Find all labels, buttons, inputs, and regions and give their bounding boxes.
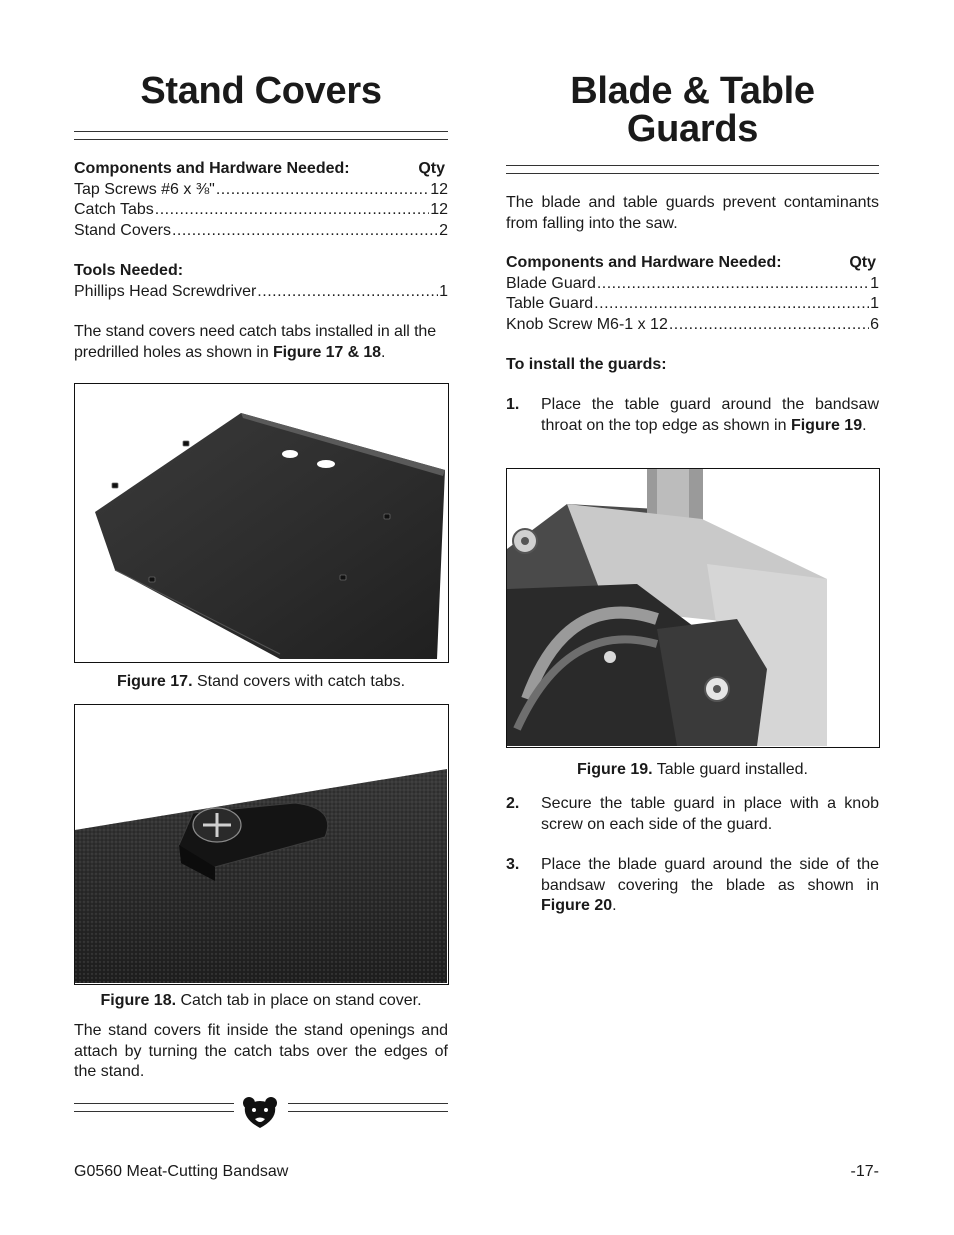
figure-17-image bbox=[74, 383, 449, 663]
list-item: Tap Screws #6 x ⅜" ..... 12 bbox=[74, 180, 448, 201]
footer-model-name: G0560 Meat-Cutting Bandsaw bbox=[74, 1163, 289, 1180]
intro-paragraph: The blade and table guards prevent contaminants from falling into the saw. bbox=[506, 194, 879, 232]
figure-19-image bbox=[506, 468, 880, 748]
title-divider bbox=[506, 165, 879, 174]
figure-19-caption: Figure 19. Table guard installed. bbox=[577, 761, 808, 778]
section-title-stand-covers: Stand Covers bbox=[140, 70, 382, 112]
list-item: Knob Screw M6-1 x 12 ..... 6 bbox=[506, 315, 879, 336]
logo-divider bbox=[74, 1103, 448, 1123]
step-3: 3. Place the blade guard around the side of the bandsaw covering the blade as shown in Figure 20. bbox=[506, 856, 879, 914]
title-divider bbox=[74, 131, 448, 140]
tools-header: Tools Needed: bbox=[74, 262, 184, 279]
figure-17-caption: Figure 17. Stand covers with catch tabs. bbox=[116, 673, 406, 690]
tools-list bbox=[74, 261, 448, 302]
list-item: Stand Covers ..... 2 bbox=[74, 221, 448, 242]
components-list bbox=[74, 159, 448, 241]
stand-cover-photo bbox=[75, 384, 447, 661]
left-column bbox=[74, 0, 448, 1235]
table-guard-photo bbox=[507, 469, 878, 746]
list-item: Blade Guard ..... 1 bbox=[506, 274, 879, 295]
outro-paragraph: The stand covers fit inside the stand openings and attach by turning the catch tabs over the edges of the stand. bbox=[74, 1022, 448, 1080]
step-1: 1. Place the table guard around the bandsaw throat on the top edge as shown in Figure 19. bbox=[506, 396, 879, 434]
bear-head-icon bbox=[240, 1095, 280, 1129]
right-column bbox=[506, 0, 879, 1235]
section-title-blade-line2: Guards bbox=[626, 108, 759, 150]
install-header: To install the guards: bbox=[506, 356, 667, 373]
components-header: Components and Hardware Needed: Qty bbox=[74, 160, 445, 177]
figure-18-image bbox=[74, 704, 449, 985]
components-header: Components and Hardware Needed: Qty bbox=[506, 254, 876, 271]
components-list bbox=[506, 253, 879, 335]
step-2: 2. Secure the table guard in place with a knob screw on each side of the guard. bbox=[506, 795, 879, 833]
list-item: Catch Tabs ..... 12 bbox=[74, 200, 448, 221]
catch-tab-photo bbox=[75, 705, 447, 983]
list-item: Phillips Head Screwdriver ..... 1 bbox=[74, 282, 448, 303]
section-title-blade-line1: Blade & Table bbox=[570, 70, 815, 112]
figure-18-caption: Figure 18. Catch tab in place on stand cover. bbox=[100, 992, 422, 1009]
page-number: -17- bbox=[850, 1163, 879, 1180]
intro-paragraph: The stand covers need catch tabs installed in all the predrilled holes as shown in Figure 17 & 18. bbox=[74, 323, 437, 361]
list-item: Table Guard ..... 1 bbox=[506, 294, 879, 315]
